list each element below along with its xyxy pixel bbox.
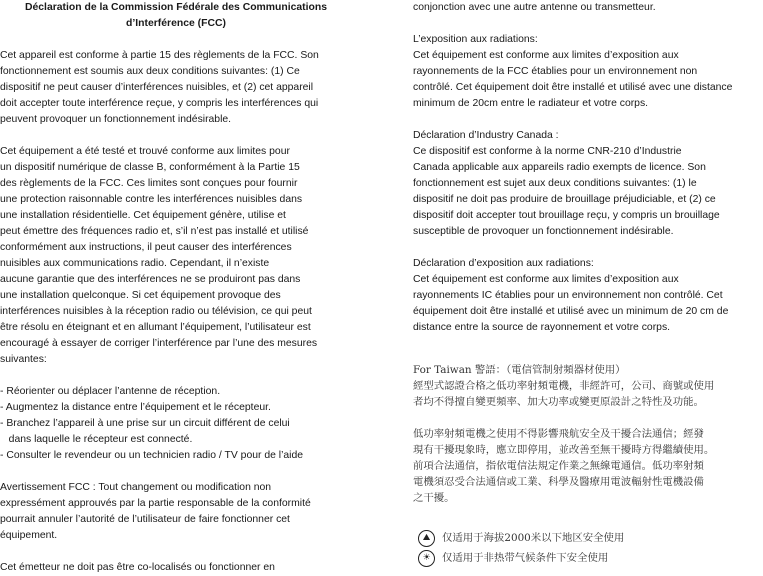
text-line: Avertissement FCC : Tout changement ou modification non <box>0 482 272 493</box>
text-line: être résolu en éteignant et en allumant l’équipement, l’utilisateur est <box>0 322 311 333</box>
text-line: 前項合法通信，指依電信法規定作業之無線電通信。低功率射頻 <box>413 460 704 472</box>
text-line: une protection raisonnable contre les interférences nuisibles dans <box>0 194 303 205</box>
text-line: susceptible de provoquer un fonctionnement indésirable. <box>413 226 674 237</box>
text-line: dispositif ne doit pas produire de brouillage préjudiciable, et (2) ce <box>413 194 716 205</box>
fcc-title-line-2: d’Interférence (FCC) <box>126 18 226 29</box>
text-line: L’exposition aux radiations: <box>413 34 538 45</box>
list-item: - Branchez l’appareil à une prise sur un circuit différent de celui <box>0 418 290 429</box>
text-line: un dispositif numérique de classe B, conformément à la Partie 15 <box>0 162 300 173</box>
text-line: Déclaration d’exposition aux radiations: <box>413 258 594 269</box>
text-line: dispositif doit accepter tout brouillage reçu, y compris un brouillage <box>413 210 720 221</box>
text-line: nuisibles aux communications radio. Cependant, il n’existe <box>0 258 270 269</box>
fcc-paragraph-1 <box>0 48 352 128</box>
text-line: aucune garantie que des interférences ne se produiront pas dans <box>0 274 301 285</box>
fcc-paragraph-2 <box>0 144 352 368</box>
taiwan-warning <box>413 362 763 410</box>
text-line: rayonnements IC établies pour un environnement non contrôlé. Cet <box>413 290 723 301</box>
fcc-measures-list <box>0 384 352 464</box>
text-line: Cet équipement est conforme aux limites d’exposition aux <box>413 274 679 285</box>
text-line: équipement doit être installé et utilisé avec un minimum de 20 cm de <box>413 306 729 317</box>
altitude-statement <box>413 528 763 548</box>
text-line: 低功率射頻電機之使用不得影響飛航安全及干擾合法通信；經發 <box>413 428 704 440</box>
text-line: 者均不得擅自變更頻率、加大功率或變更原設計之特性及功能。 <box>413 396 704 408</box>
text-line: interférences nuisibles à la réception radio ou télévision, ce qui peut <box>0 306 312 317</box>
altitude-icon: ⛰ <box>418 530 435 547</box>
text-line: Cet équipement a été testé et trouvé conforme aux limites pour <box>0 146 290 157</box>
text-line: 現有干擾現象時，應立即停用，並改善至無干擾時方得繼續使用。 <box>413 444 715 456</box>
list-item: - Augmentez la distance entre l’équipement et le récepteur. <box>0 402 271 413</box>
altitude-text: 仅适用于海拔2000米以下地区安全使用 <box>442 532 625 544</box>
text-line: dispositif ne peut causer d’interférences nuisibles, et (2) cet appareil <box>0 82 314 93</box>
tropical-statement <box>413 548 763 568</box>
text-line: 之干擾。 <box>413 492 455 504</box>
list-item: dans laquelle le récepteur est connecté. <box>0 434 193 445</box>
symbol-statements <box>413 528 763 568</box>
text-line: suivantes: <box>0 354 47 365</box>
text-line: Cet appareil est conforme à partie 15 des règlements de la FCC. Son <box>0 50 319 61</box>
text-line: une installation résidentielle. Cet équipement génère, utilise et <box>0 210 286 221</box>
text-line: Cet émetteur ne doit pas être co-localisés ou fonctionner en <box>0 562 275 573</box>
industry-canada-paragraph <box>413 128 763 240</box>
text-line: conjonction avec une autre antenne ou transmetteur. <box>413 2 656 13</box>
tropical-icon: ☀ <box>418 550 435 567</box>
text-line: 經型式認證合格之低功率射頻電機，非經許可，公司、商號或使用 <box>413 380 715 392</box>
text-line: des règlements de la FCC. Ces limites sont conçues pour fournir <box>0 178 298 189</box>
text-line: doit accepter toute interférence reçue, y compris les interférences qui <box>0 98 319 109</box>
exposure-paragraph <box>413 32 763 112</box>
text-line: une installation quelconque. Si cet équipement provoque des <box>0 290 281 301</box>
text-line: peuvent provoquer un fonctionnement indésirable. <box>0 114 232 125</box>
text-line: conformément aux instructions, il peut causer des interférences <box>0 242 292 253</box>
text-line: encouragé à essayer de corriger l’interférence par l’une des mesures <box>0 338 318 349</box>
text-line: Ce dispositif est conforme à la norme CNR-210 d’Industrie <box>413 146 682 157</box>
text-line: Canada applicable aux appareils radio exempts de licence. Son <box>413 162 706 173</box>
text-line: 電機須忍受合法通信或工業、科學及醫療用電波輻射性電機設備 <box>413 476 704 488</box>
list-item: - Réorienter ou déplacer l’antenne de réception. <box>0 386 221 397</box>
tropical-text: 仅适用于非热带气候条件下安全使用 <box>442 552 609 564</box>
fcc-warning-paragraph <box>0 480 352 544</box>
text-line: Déclaration d’Industry Canada : <box>413 130 559 141</box>
taiwan-warning-2 <box>413 426 763 506</box>
fcc-title-line-1: Déclaration de la Commission Fédérale des Communications <box>25 2 327 13</box>
right-column <box>413 0 763 568</box>
ic-exposure-paragraph <box>413 256 763 336</box>
text-line: distance entre la source de rayonnement et votre corps. <box>413 322 671 333</box>
left-column <box>0 0 352 576</box>
list-item: - Consulter le revendeur ou un technicien radio / TV pour de l’aide <box>0 450 304 461</box>
text-line: contrôlé. Cet équipement doit être installé et utilisé avec une distance <box>413 82 733 93</box>
taiwan-warning-title: For Taiwan 警語：（電信管制射頻器材使用） <box>413 364 626 376</box>
text-line: fonctionnement est soumis aux deux conditions suivantes: (1) Ce <box>0 66 300 77</box>
text-line: expressément approuvés par la partie responsable de la conformité <box>0 498 311 509</box>
text-line: peut émettre des fréquences radio et, s’il n’est pas installé et utilisé <box>0 226 309 237</box>
text-line: équipement. <box>0 530 58 541</box>
text-line: rayonnements de la FCC établies pour un environnement non <box>413 66 698 77</box>
text-line: Cet équipement est conforme aux limites d’exposition aux <box>413 50 679 61</box>
fcc-colocation-paragraph <box>0 560 352 576</box>
text-line: fonctionnement est sujet aux deux conditions suivantes: (1) le <box>413 178 697 189</box>
text-line: minimum de 20cm entre le radiateur et votre corps. <box>413 98 649 109</box>
text-line: pourrait annuler l’autorité de l’utilisateur de faire fonctionner cet <box>0 514 290 525</box>
